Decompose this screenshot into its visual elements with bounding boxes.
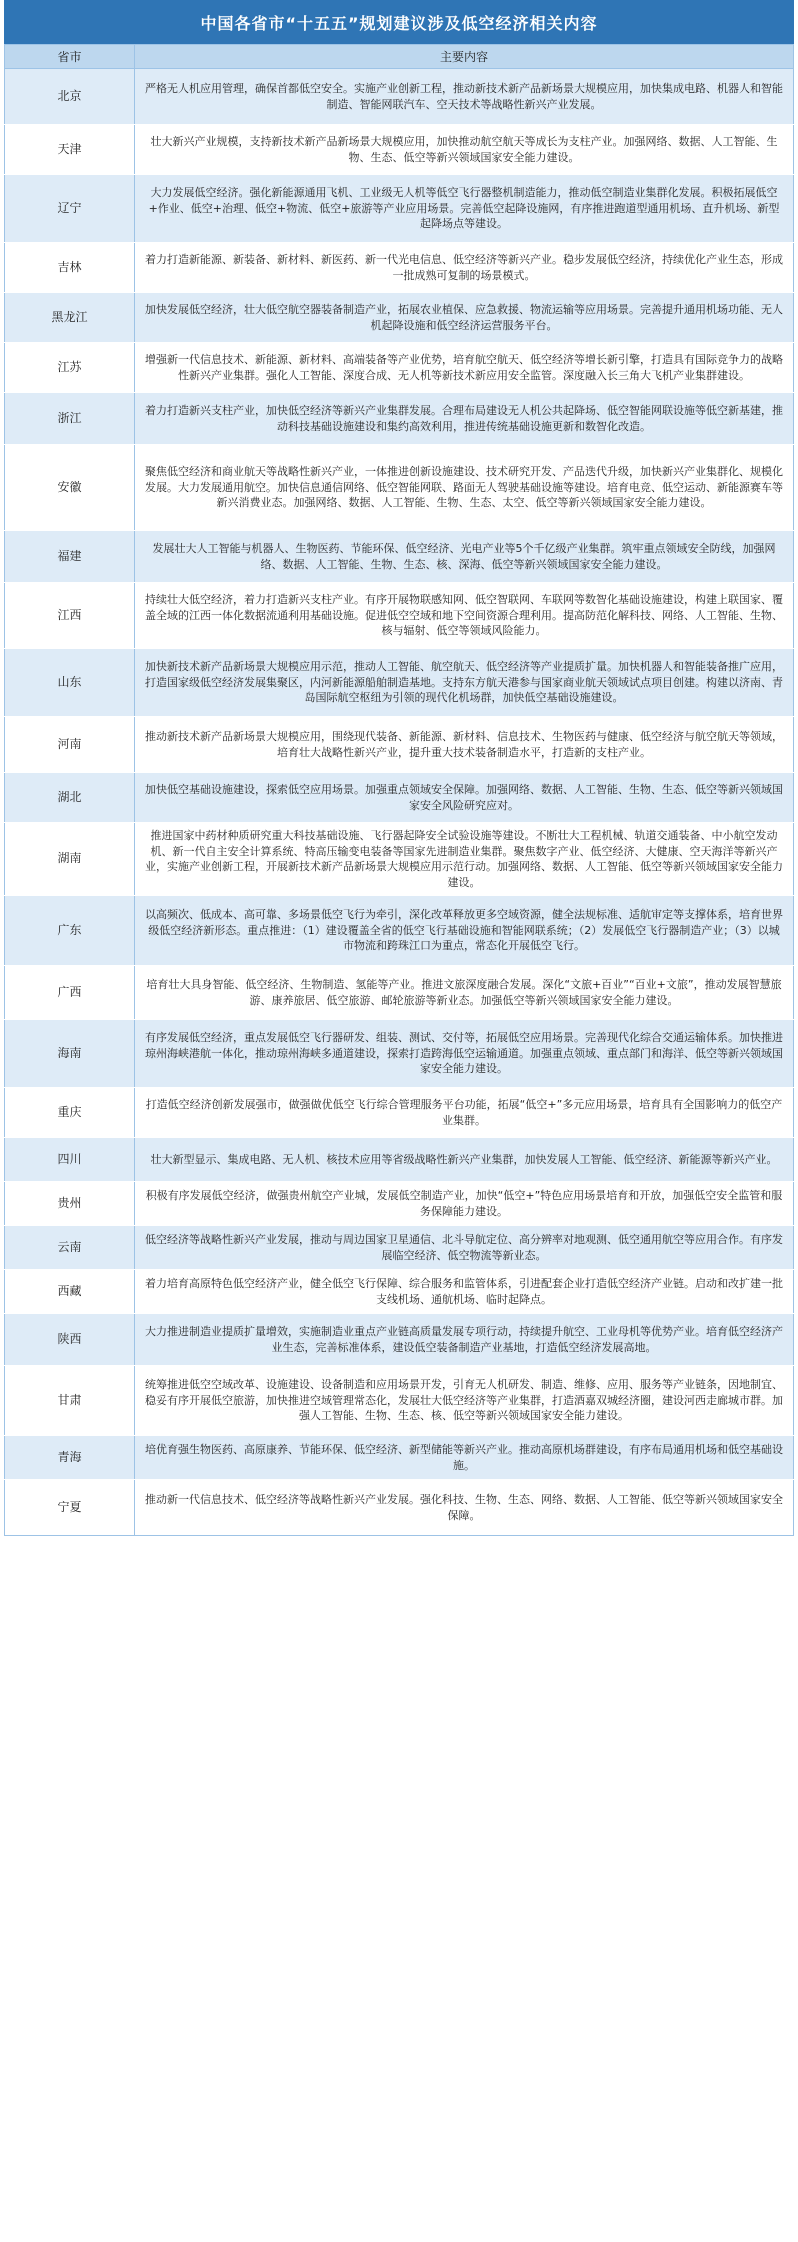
province-cell: 广西 (5, 966, 135, 1020)
province-cell: 四川 (5, 1138, 135, 1182)
table-row (5, 717, 794, 773)
table-row (5, 896, 794, 966)
content-cell: 着力打造新兴支柱产业，加快低空经济等新兴产业集群发展。合理布局建设无人机公共起降场、低空智能网联设施等低空新基建，推动科技基础设施建设和集约高效利用，推进传统基础设施更新和数智化改造。 (135, 393, 794, 445)
province-cell: 云南 (5, 1226, 135, 1270)
content-cell: 大力推进制造业提质扩量增效，实施制造业重点产业链高质量发展专项行动，持续提升航空、工业母机等优势产业。培育低空经济产业生态，完善标准体系，建设低空装备制造产业基地，打造低空经济发展高地。 (135, 1314, 794, 1366)
table-row (5, 69, 794, 125)
province-cell: 安徽 (5, 445, 135, 531)
table-body (5, 69, 794, 1536)
table-row (5, 531, 794, 583)
province-cell: 甘肃 (5, 1366, 135, 1436)
content-cell: 培育壮大具身智能、低空经济、生物制造、氢能等产业。推进文旅深度融合发展。深化“文旅+百业”“百业+文旅”，推动发展智慧旅游、康养旅居、低空旅游、邮轮旅游等新业态。加强低空等新兴领域国家安全能力建设。 (135, 966, 794, 1020)
content-cell: 壮大新兴产业规模，支持新技术新产品新场景大规模应用，加快推动航空航天等成长为支柱产业。加强网络、数据、人工智能、生物、生态、低空等新兴领域国家安全能力建设。 (135, 125, 794, 175)
province-cell: 浙江 (5, 393, 135, 445)
content-cell: 着力打造新能源、新装备、新材料、新医药、新一代光电信息、低空经济等新兴产业。稳步发展低空经济，持续优化产业生态，形成一批成熟可复制的场景模式。 (135, 243, 794, 293)
content-cell: 持续壮大低空经济，着力打造新兴支柱产业。有序开展物联感知网、低空智联网、车联网等数智化基础设施建设，构建上联国家、覆盖全域的江西一体化数据流通利用基础设施。促进低空空域和地下空间资源合理利用。提高防范化解科技、网络、人工智能、生物、核与辐射、低空等领域风险能力。 (135, 583, 794, 649)
table-row (5, 1480, 794, 1536)
province-cell: 重庆 (5, 1088, 135, 1138)
table-row (5, 445, 794, 531)
content-cell: 大力发展低空经济。强化新能源通用飞机、工业级无人机等低空飞行器整机制造能力，推动低空制造业集群化发展。积极拓展低空+作业、低空+治理、低空+物流、低空+旅游等产业应用场景。完善低空起降设施网，有序推进跑道型通用机场、直升机场、新型起降场点等建设。 (135, 175, 794, 243)
content-cell: 推进国家中药材种质研究重大科技基础设施、飞行器起降安全试验设施等建设。不断壮大工程机械、轨道交通装备、中小航空发动机、新一代自主安全计算系统、特高压输变电装备等国家先进制造业集群。聚焦数字产业、低空经济、大健康、空天海洋等新兴产业，实施产业创新工程，开展新技术新产品新场景大规模应用示范行动。加强网络、数据、人工智能、低空等新兴领域国家安全能力建设。 (135, 823, 794, 896)
province-cell: 江苏 (5, 343, 135, 393)
table-row (5, 1314, 794, 1366)
province-cell: 广东 (5, 896, 135, 966)
content-cell: 壮大新型显示、集成电路、无人机、核技术应用等省级战略性新兴产业集群，加快发展人工智能、低空经济、新能源等新兴产业。 (135, 1138, 794, 1182)
province-cell: 福建 (5, 531, 135, 583)
table-row (5, 966, 794, 1020)
province-cell: 黑龙江 (5, 293, 135, 343)
province-cell: 山东 (5, 649, 135, 717)
province-cell: 河南 (5, 717, 135, 773)
table-row (5, 773, 794, 823)
province-cell: 海南 (5, 1020, 135, 1088)
content-cell: 培优育强生物医药、高原康养、节能环保、低空经济、新型储能等新兴产业。推动高原机场群建设，有序布局通用机场和低空基础设施。 (135, 1436, 794, 1480)
province-cell: 北京 (5, 69, 135, 125)
content-cell: 推动新技术新产品新场景大规模应用，围绕现代装备、新能源、新材料、信息技术、生物医药与健康、低空经济与航空航天等领域，培育壮大战略性新兴产业，提升重大技术装备制造水平，打造新的支柱产业。 (135, 717, 794, 773)
table-row (5, 175, 794, 243)
table-row (5, 393, 794, 445)
table-row (5, 1020, 794, 1088)
table-row (5, 1088, 794, 1138)
table-row (5, 1138, 794, 1182)
province-cell: 辽宁 (5, 175, 135, 243)
province-cell: 西藏 (5, 1270, 135, 1314)
table-row (5, 343, 794, 393)
table-row (5, 1436, 794, 1480)
content-cell: 统筹推进低空空域改革、设施建设、设备制造和应用场景开发，引育无人机研发、制造、维修、应用、服务等产业链条，因地制宜、稳妥有序开展低空旅游，加快推进空域管理常态化，发展壮大低空经济等产业集群，打造酒嘉双城经济圈，建设河西走廊城市群。加强人工智能、生物、生态、核、低空等新兴领域国家安全能力建设。 (135, 1366, 794, 1436)
content-cell: 发展壮大人工智能与机器人、生物医药、节能环保、低空经济、光电产业等5个千亿级产业集群。筑牢重点领域安全防线，加强网络、数据、人工智能、生物、生态、核、深海、低空等新兴领域国家安全能力建设。 (135, 531, 794, 583)
table-row (5, 1226, 794, 1270)
content-cell: 低空经济等战略性新兴产业发展，推动与周边国家卫星通信、北斗导航定位、高分辨率对地观测、低空通用航空等应用合作。有序发展临空经济、低空物流等新业态。 (135, 1226, 794, 1270)
table-header-row (5, 45, 794, 69)
table-title: 中国各省市“十五五”规划建议涉及低空经济相关内容 (4, 0, 794, 44)
content-cell: 聚焦低空经济和商业航天等战略性新兴产业，一体推进创新设施建设、技术研究开发、产品迭代升级，加快新兴产业集群化、规模化发展。大力发展通用航空。加快信息通信网络、低空智能网联、路面无人驾驶基础设施等建设。培育电竞、低空运动、新能源赛车等新兴消费业态。加强网络、数据、人工智能、生物、生态、太空、低空等新兴领域国家安全能力建设。 (135, 445, 794, 531)
table-row (5, 1366, 794, 1436)
table-row (5, 125, 794, 175)
content-cell: 加快新技术新产品新场景大规模应用示范，推动人工智能、航空航天、低空经济等产业提质扩量。加快机器人和智能装备推广应用，打造国家级低空经济发展集聚区，内河新能源船舶制造基地。支持东方航天港参与国家商业航天领域试点项目创建。构建以济南、青岛国际航空枢纽为引领的现代化机场群，加快低空基础设施建设。 (135, 649, 794, 717)
header-province: 省市 (5, 45, 135, 69)
province-cell: 天津 (5, 125, 135, 175)
table-row (5, 293, 794, 343)
table-row (5, 649, 794, 717)
table-row (5, 243, 794, 293)
content-cell: 加快发展低空经济，壮大低空航空器装备制造产业，拓展农业植保、应急救援、物流运输等应用场景。完善提升通用机场功能、无人机起降设施和低空经济运营服务平台。 (135, 293, 794, 343)
content-cell: 有序发展低空经济，重点发展低空飞行器研发、组装、测试、交付等，拓展低空应用场景。完善现代化综合交通运输体系。加快推进琼州海峡港航一体化，推动琼州海峡多通道建设，探索打造跨海低空运输通道。加强重点领域、重点部门和海洋、低空等新兴领域国家安全能力建设。 (135, 1020, 794, 1088)
content-cell: 加快低空基础设施建设，探索低空应用场景。加强重点领域安全保障。加强网络、数据、人工智能、生物、生态、低空等新兴领域国家安全风险研究应对。 (135, 773, 794, 823)
header-content: 主要内容 (135, 45, 794, 69)
province-cell: 湖北 (5, 773, 135, 823)
content-cell: 积极有序发展低空经济，做强贵州航空产业城，发展低空制造产业，加快“低空+”特色应用场景培育和开放，加强低空安全监管和服务保障能力建设。 (135, 1182, 794, 1226)
province-cell: 陕西 (5, 1314, 135, 1366)
table-row (5, 1182, 794, 1226)
province-cell: 江西 (5, 583, 135, 649)
table-row (5, 583, 794, 649)
province-cell: 贵州 (5, 1182, 135, 1226)
content-cell: 着力培育高原特色低空经济产业，健全低空飞行保障、综合服务和监管体系，引进配套企业打造低空经济产业链。启动和改扩建一批支线机场、通航机场、临时起降点。 (135, 1270, 794, 1314)
content-cell: 严格无人机应用管理，确保首都低空安全。实施产业创新工程，推动新技术新产品新场景大规模应用，加快集成电路、机器人和智能制造、智能网联汽车、空天技术等战略性新兴产业发展。 (135, 69, 794, 125)
content-cell: 打造低空经济创新发展强市，做强做优低空飞行综合管理服务平台功能，拓展“低空+”多元应用场景，培育具有全国影响力的低空产业集群。 (135, 1088, 794, 1138)
province-cell: 吉林 (5, 243, 135, 293)
table-row (5, 823, 794, 896)
content-cell: 增强新一代信息技术、新能源、新材料、高端装备等产业优势，培育航空航天、低空经济等增长新引擎，打造具有国际竞争力的战略性新兴产业集群。强化人工智能、深度合成、无人机等新技术新应用安全监管。深度融入长三角大飞机产业集群建设。 (135, 343, 794, 393)
table-row (5, 1270, 794, 1314)
province-cell: 宁夏 (5, 1480, 135, 1536)
province-cell: 青海 (5, 1436, 135, 1480)
content-cell: 推动新一代信息技术、低空经济等战略性新兴产业发展。强化科技、生物、生态、网络、数据、人工智能、低空等新兴领域国家安全保障。 (135, 1480, 794, 1536)
province-cell: 湖南 (5, 823, 135, 896)
content-cell: 以高频次、低成本、高可靠、多场景低空飞行为牵引，深化改革释放更多空域资源，健全法规标准、适航审定等支撑体系，培育世界级低空经济新形态。重点推进：（1）建设覆盖全省的低空飞行基础设施和智能网联系统；（2）发展低空飞行器制造产业；（3）以城市物流和跨珠江口为重点，常态化开展低空飞行。 (135, 896, 794, 966)
province-table (4, 44, 794, 1536)
